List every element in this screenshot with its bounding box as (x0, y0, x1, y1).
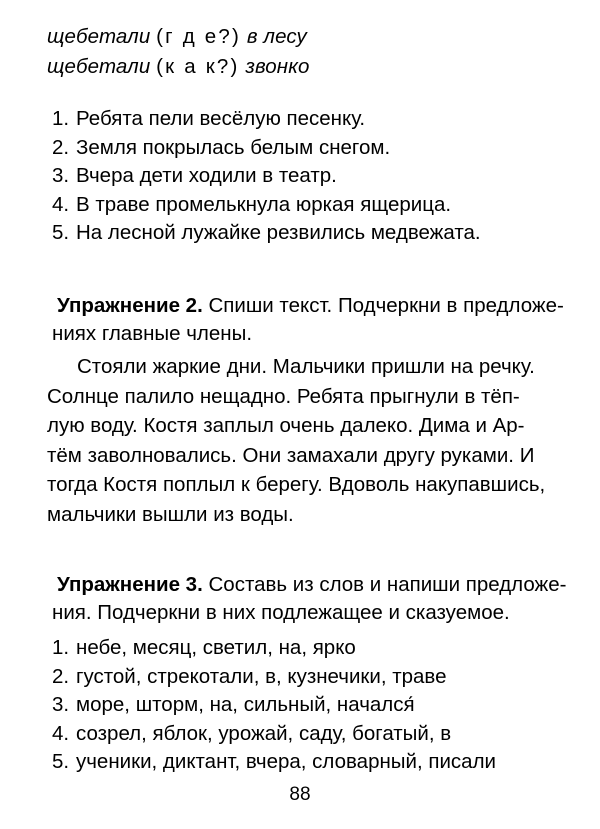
list-item-text: В траве промелькнула юркая ящерица. (76, 192, 452, 216)
exercise-3-instruction-line-2: ния. Подчеркни в них подлежащее и сказуемое. (52, 600, 510, 624)
page-number: 88 (289, 784, 311, 805)
example-verb-2: щебетали (47, 55, 151, 78)
list-item-text: На лесной лужайке резвились медвежата. (76, 221, 481, 244)
list-item-text: небе, месяц, светил, на, ярко (76, 636, 356, 659)
example-line-1 (47, 22, 553, 52)
list-item (52, 663, 562, 692)
example-question-2: (к а к?) (156, 55, 240, 78)
exercise-3-heading (47, 571, 567, 626)
list-item-marker: 2. (52, 135, 70, 159)
exercise-2-instruction-line-1: Спиши текст. Подчеркни в предложе- (208, 294, 564, 317)
list-item-marker: 4. (52, 721, 70, 745)
list-item (52, 219, 562, 248)
exercise-3-instruction-line-1: Составь из слов и напиши предложе- (208, 573, 567, 596)
list-item (52, 105, 562, 134)
exercise-2-heading (47, 292, 564, 347)
exercise-3-instruction (47, 571, 567, 626)
example-answer-1: в лесу (246, 25, 307, 48)
list-item (52, 748, 562, 777)
list-item (52, 134, 562, 163)
list-item-text: Вчера дети ходили в театр. (76, 164, 337, 187)
exercise-2-label: Упражнение 2. (57, 294, 203, 317)
list-item-text: Земля покрылась белым снегом. (76, 135, 391, 159)
body-line: мальчики вышли из воды. (47, 502, 294, 526)
list-item-marker: 1. (52, 636, 70, 659)
list-item-marker: 5. (52, 750, 70, 773)
list-item-text: Ребята пели весёлую песенку. (76, 107, 366, 130)
list-item-text: ученики, диктант, вчера, словарный, писали (76, 750, 496, 773)
list-item (52, 634, 562, 663)
sentence-list (52, 105, 562, 248)
body-line: Стояли жаркие дни. Мальчики пришли на речку. (77, 355, 535, 378)
list-item-marker: 3. (52, 693, 70, 716)
word-list (52, 634, 562, 777)
list-item-marker: 5. (52, 221, 70, 244)
example-answer-2: звонко (245, 55, 310, 78)
list-item-marker: 4. (52, 192, 70, 216)
body-line: тогда Костя поплыл к берегу. Вдоволь накупавшись, (47, 473, 546, 496)
list-item-marker: 3. (52, 164, 70, 187)
example-verb-1: щебетали (47, 25, 151, 48)
body-line: Солнце палило нещадно. Ребята прыгнули в тёп- (47, 384, 520, 408)
exercise-2-body (47, 352, 553, 529)
exercise-2-instruction-line-2: ниях главные члены. (52, 321, 253, 345)
list-item-marker: 2. (52, 664, 70, 688)
list-item (52, 691, 562, 720)
body-line: тём заволновались. Они замахали другу руками. И (47, 443, 535, 467)
example-question-1: (г д е?) (156, 25, 242, 48)
body-line: лую воду. Костя заплыл очень далеко. Дима и Ар- (47, 414, 525, 437)
list-item-text: густой, стрекотали, в, кузнечики, траве (76, 664, 447, 688)
list-item-marker: 1. (52, 107, 70, 130)
list-item (52, 191, 562, 220)
list-item-text: море, шторм, на, сильный, начался́ (76, 693, 415, 716)
exercise-2-instruction (47, 292, 564, 347)
exercise-3-label: Упражнение 3. (57, 573, 203, 596)
list-item (52, 162, 562, 191)
list-item-text: созрел, яблок, урожай, саду, богатый, в (76, 721, 452, 745)
list-item (52, 720, 562, 749)
example-line-2 (47, 52, 553, 82)
example-block (47, 22, 553, 82)
